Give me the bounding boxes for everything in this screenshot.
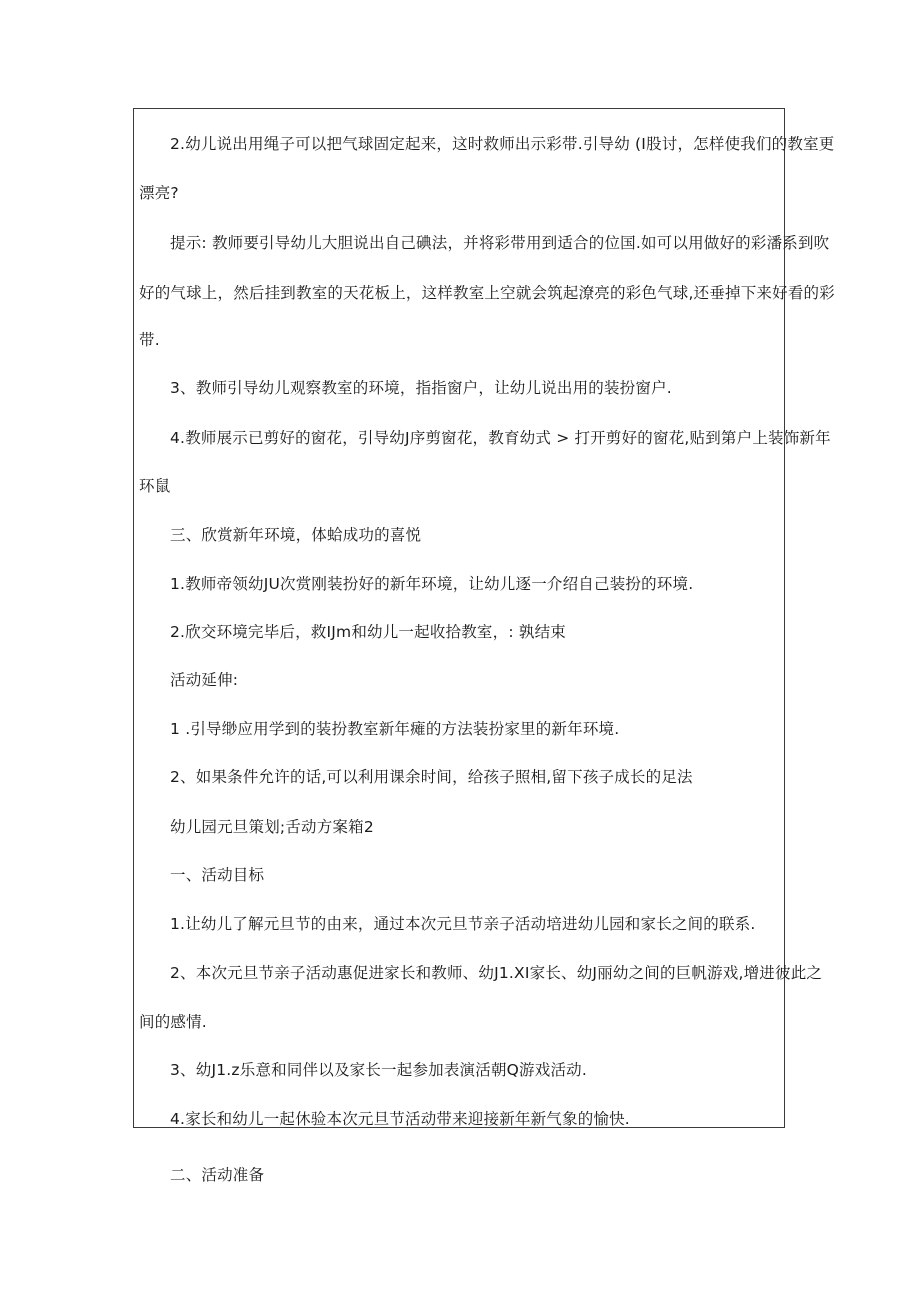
section-heading: 一、活动目标 [170, 866, 265, 884]
paragraph-line: 2、如果条件允许的话,可以利用课余时间，给孩子照相,留下孩子成长的足法 [170, 768, 693, 786]
paragraph-line: 4.家长和幼儿一起休验本次元旦节活动带来迎接新年新气象的愉快. [170, 1110, 630, 1128]
paragraph-line: 3、幼J1.z乐意和同伴以及家长一起参加表演活朝Q游戏活动. [170, 1061, 587, 1079]
section-heading: 活动延伸: [170, 671, 239, 689]
paragraph-line: 2、本次元旦节亲子活动惠促进家长和教师、幼J1.XI家长、幼J丽幼之间的巨帆游戏,增进彼此之 [170, 964, 823, 982]
paragraph-line: 环鼠 [139, 477, 171, 495]
paragraph-line: 1.教师帝领幼JU次赏刚装扮好的新年环境，让幼儿逐一介绍自己装扮的环境. [170, 575, 694, 593]
paragraph-line: 1.让幼儿了解元旦节的由来，通过本次元旦节亲子活动培进幼儿园和家长之间的联系. [170, 915, 756, 933]
paragraph-line: 提示: 教师要引导幼儿大胆说出自己碘法，并将彩带用到适合的位国.如可以用做好的彩潘系到吹 [170, 234, 830, 252]
paragraph-line: 间的感情. [139, 1013, 207, 1031]
paragraph-line: 3、教师引导幼儿观察教室的环境，指指窗户，让幼儿说出用的装扮窗户. [170, 379, 672, 397]
section-heading: 二、活动准备 [170, 1166, 265, 1184]
document-subtitle: 幼儿园元旦策划;舌动方案箱2 [170, 818, 374, 836]
paragraph-line: 2.幼儿说出用绳子可以把气球固定起来，这时救师出示彩带.引导幼 (I股讨，怎样使我们的教室更 [170, 135, 835, 153]
paragraph-line: 好的气球上，然后挂到教室的天花板上，这样教室上空就会筑起潦亮的彩色气球,还垂掉下来好看的彩 [139, 284, 835, 302]
paragraph-line: 1 .引导缈应用学到的装扮教室新年瘫的方法装扮家里的新年环境. [170, 720, 620, 738]
paragraph-line: 带. [139, 331, 160, 349]
section-heading: 三、欣赏新年环境，体蛤成功的喜悦 [170, 526, 422, 544]
paragraph-line: 2.欣交环境完毕后，救IJm和幼儿一起收拾教室，: 孰结束 [170, 623, 566, 641]
paragraph-line: 漂亮? [139, 184, 179, 202]
paragraph-line: 4.教师展示已剪好的窗花，引导幼J序剪窗花，教育幼式 > 打开剪好的窗花,贴到第户上装饰新年 [170, 429, 831, 447]
